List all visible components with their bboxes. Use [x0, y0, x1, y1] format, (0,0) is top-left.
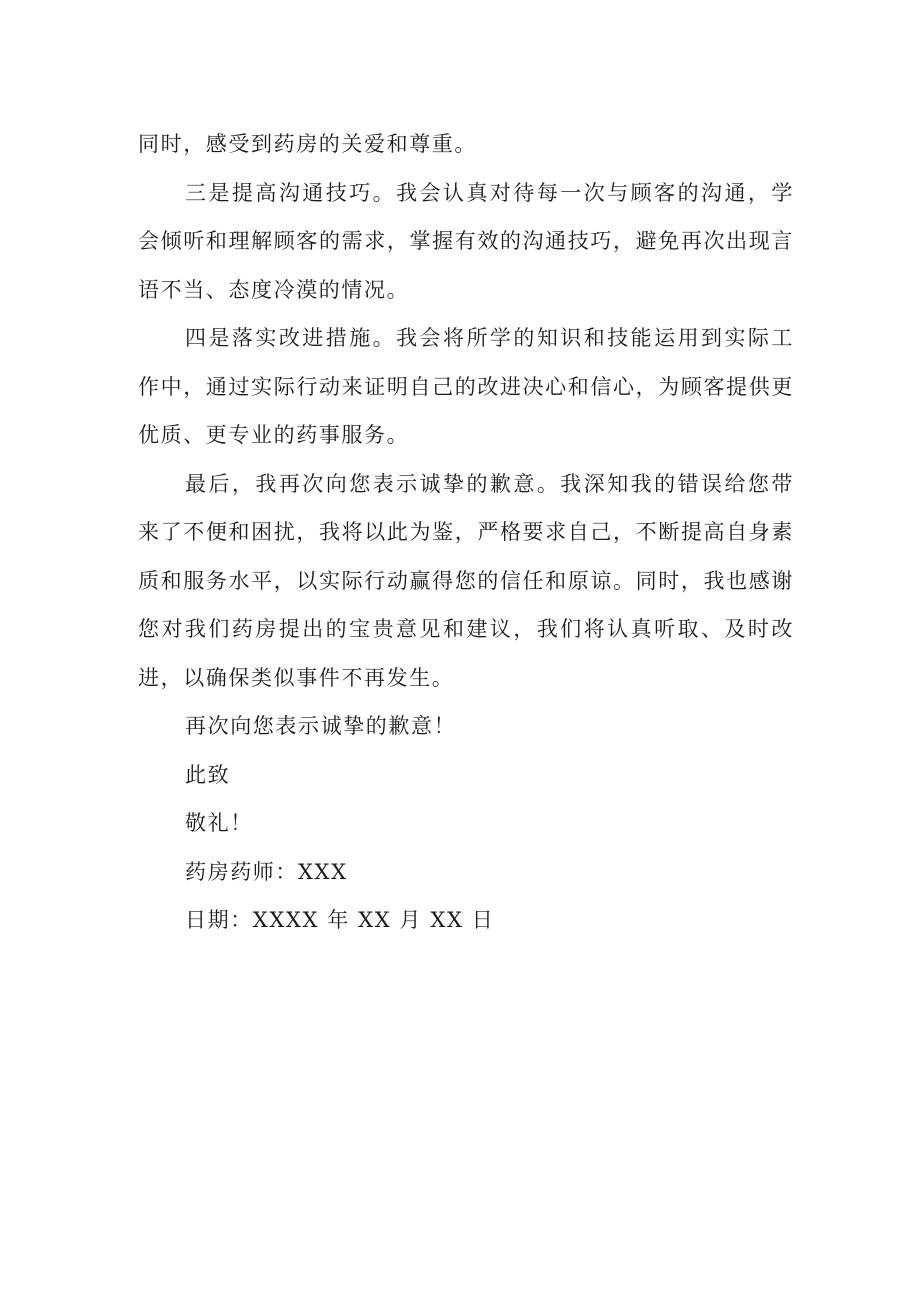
- paragraph-communication-skills: 三是提高沟通技巧。我会认真对待每一次与顾客的沟通，学会倾听和理解顾客的需求，掌握有效的沟通技巧，避免再次出现言语不当、态度冷漠的情况。: [138, 180, 794, 302]
- salutation-line-2: 敬礼！: [185, 811, 253, 835]
- salutation-line-1: 此致: [185, 762, 231, 787]
- letter-body: [138, 120, 794, 945]
- paragraph-improvement-measures: 四是落实改进措施。我会将所学的知识和技能运用到实际工作中，通过实际行动来证明自己的改进决心和信心，为顾客提供更优质、更专业的药事服务。: [138, 326, 794, 447]
- apology-again-line: 再次向您表示诚挚的歉意！: [185, 714, 457, 738]
- paragraph-continuation: 同时，感受到药房的关爱和尊重。: [138, 132, 477, 156]
- date-line: 日期：XXXX 年 XX 月 XX 日: [185, 908, 495, 932]
- signature-line: 药房药师：XXX: [185, 859, 348, 884]
- paragraph-final-apology: 最后，我再次向您表示诚挚的歉意。我深知我的错误给您带来了不便和困扰，我将以此为鉴，严格要求自己，不断提高自身素质和服务水平，以实际行动赢得您的信任和原谅。同时，我也感谢您对我们药房提出的宝贵意见和建议，我们将认真听取、及时改进，以确保类似事件不再发生。: [138, 471, 794, 690]
